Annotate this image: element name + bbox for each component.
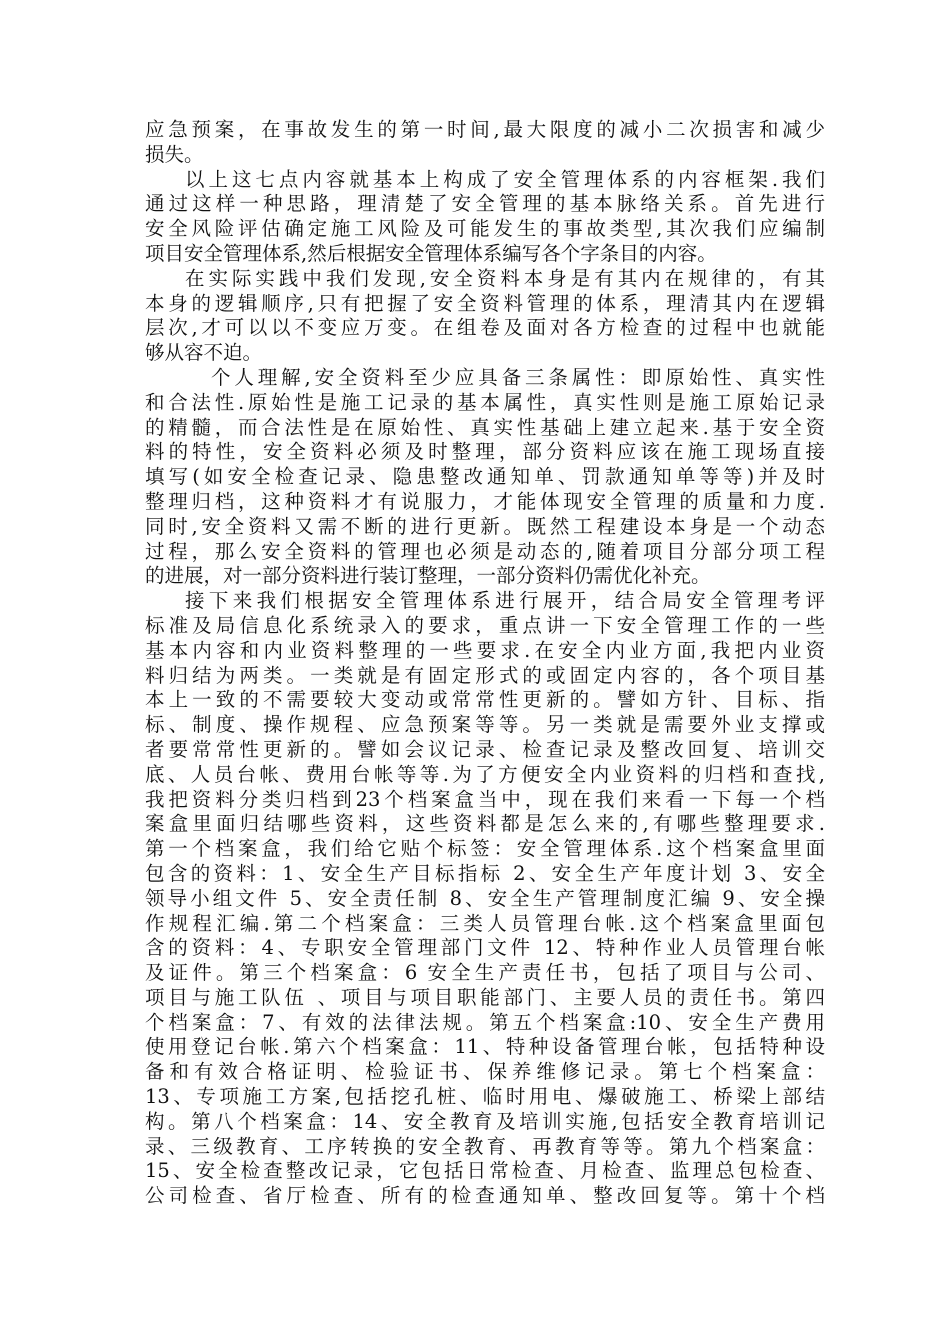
text-line: 13、专项施工方案,包括挖孔桩、临时用电、爆破施工、桥梁上部结 [145, 1085, 825, 1109]
text-line: 层次,才可以以不变应万变。在组卷及面对各方检查的过程中也就能 [145, 316, 825, 340]
text-line: 标准及局信息化系统录入的要求，重点讲一下安全管理工作的一些 [145, 613, 825, 637]
text-line: 损失。 [145, 142, 204, 166]
paragraph-start-line: 个人理解,安全资料至少应具备三条属性：即原始性、真实性 [211, 365, 825, 389]
text-line: 料的特性，安全资料必须及时整理，部分资料应该在施工现场直接 [145, 440, 825, 464]
paragraph-start-line: 接下来我们根据安全管理体系进行展开，结合局安全管理考评 [185, 589, 825, 613]
text-line: 领导小组文件 5、安全责任制 8、安全生产管理制度汇编 9、安全操 [145, 886, 825, 910]
text-line: 作规程汇编.第二个档案盒：三类人员管理台帐.这个档案盒里面包 [145, 911, 825, 935]
text-line: 本身的逻辑顺序,只有把握了安全资料管理的体系，理清其内在逻辑 [145, 291, 825, 315]
text-line: 标、制度、操作规程、应急预案等等。另一类就是需要外业支撑或 [145, 713, 825, 737]
text-line: 料归结为两类。一类就是有固定形式的或固定内容的，各个项目基 [145, 663, 825, 687]
text-line: 包含的资料：1、安全生产目标指标 2、安全生产年度计划 3、安全 [145, 861, 825, 885]
text-line: 第一个档案盒，我们给它贴个标签：安全管理体系.这个档案盒里面 [145, 837, 825, 861]
text-line: 使用登记台帐.第六个档案盒：11、特种设备管理台帐，包括特种设 [145, 1035, 825, 1059]
text-line: 够从容不迫。 [145, 341, 263, 365]
text-line: 和合法性.原始性是施工记录的基本属性，真实性则是施工原始记录 [145, 390, 825, 414]
text-line: 整理归档，这种资料才有说服力，才能体现安全管理的质量和力度. [145, 489, 825, 513]
text-line: 我把资料分类归档到23个档案盒当中，现在我们来看一下每一个档 [145, 787, 825, 811]
paragraph-start-line: 以上这七点内容就基本上构成了安全管理体系的内容框架.我们 [185, 167, 825, 191]
text-line: 项目安全管理体系,然后根据安全管理体系编写各个字条目的内容。 [145, 241, 717, 265]
text-line: 的精髓，而合法性是在原始性、真实性基础上建立起来.基于安全资 [145, 415, 825, 439]
text-line: 15、安全检查整改记录，它包括日常检查、月检查、监理总包检查、 [145, 1159, 825, 1183]
text-line: 通过这样一种思路，理清楚了安全管理的基本脉络关系。首先进行 [145, 192, 825, 216]
text-line: 的进展，对一部分资料进行装订整理，一部分资料仍需优化补充。 [145, 564, 711, 588]
text-line: 本上一致的不需要较大变动或常常性更新的。譬如方针、目标、指 [145, 688, 825, 712]
text-line: 者要常常性更新的。譬如会议记录、检查记录及整改回复、培训交 [145, 737, 825, 761]
text-line: 同时,安全资料又需不断的进行更新。既然工程建设本身是一个动态 [145, 514, 825, 538]
text-line: 填写(如安全检查记录、隐患整改通知单、罚款通知单等等)并及时 [145, 465, 825, 489]
text-line: 个档案盒：7、有效的法律法规。第五个档案盒:10、安全生产费用 [145, 1010, 825, 1034]
text-line: 及证件。第三个档案盒：6 安全生产责任书，包括了项目与公司、 [145, 961, 825, 985]
paragraph-start-line: 在实际实践中我们发现,安全资料本身是有其内在规律的，有其 [185, 266, 825, 290]
text-line: 备和有效合格证明、检验证书、保养维修记录。第七个档案盒： [145, 1060, 825, 1084]
text-line: 项目与施工队伍 、项目与项目职能部门、主要人员的责任书。第四 [145, 985, 825, 1009]
text-line: 含的资料：4、专职安全管理部门文件 12、特种作业人员管理台帐 [145, 936, 825, 960]
text-line: 基本内容和内业资料整理的一些要求.在安全内业方面,我把内业资 [145, 638, 825, 662]
text-line: 公司检查、省厅检查、所有的检查通知单、整改回复等。第十个档 [145, 1184, 825, 1208]
text-line: 底、人员台帐、费用台帐等等.为了方便安全内业资料的归档和查找, [145, 762, 825, 786]
text-line: 应急预案，在事故发生的第一时间,最大限度的减小二次损害和减少 [145, 118, 825, 141]
text-line: 安全风险评估确定施工风险及可能发生的事故类型,其次我们应编制 [145, 217, 825, 241]
document-page [145, 118, 825, 1209]
text-line: 构。第八个档案盒：14、安全教育及培训实施,包括安全教育培训记 [145, 1109, 825, 1133]
text-line: 录、三级教育、工序转换的安全教育、再教育等等。第九个档案盒： [145, 1134, 825, 1158]
text-line: 案盒里面归结哪些资料，这些资料都是怎么来的,有哪些整理要求. [145, 812, 825, 836]
text-line: 过程，那么安全资料的管理也必须是动态的,随着项目分部分项工程 [145, 539, 825, 563]
